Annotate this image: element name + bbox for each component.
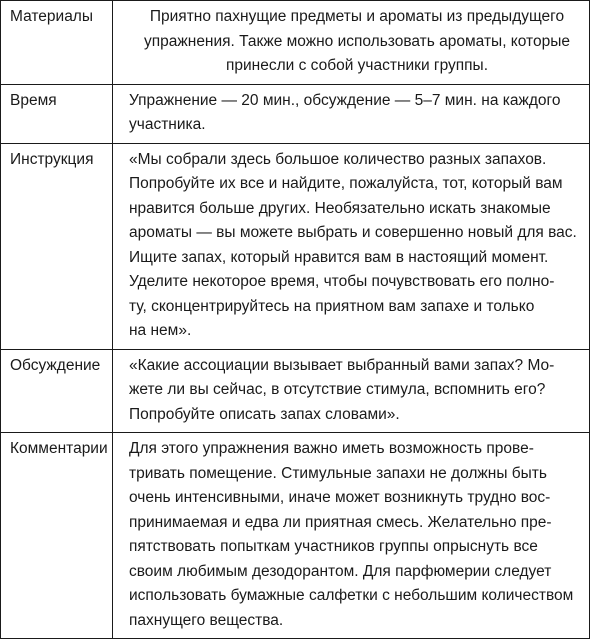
table-row-discussion (1, 349, 590, 433)
text-line: «Мы собрали здесь большое количество разных запахов. (129, 150, 547, 168)
text-line: упражнения. Также можно использовать ароматы, которые (144, 32, 570, 50)
text-line: на нем». (129, 322, 192, 339)
text-line: очень интенсивными, иначе может возникнуть трудно вос- (129, 489, 551, 506)
text-line: «Какие ассоциации вызывает выбранный вами запах? Мо- (129, 356, 555, 374)
text-line: принесли с собой участники группы. (225, 57, 489, 74)
text-line: ту, сконцентрируйтесь на приятном вам запахе и только (129, 297, 535, 315)
table-row-instruction (1, 143, 590, 349)
text-line: принимаемая и едва ли приятная смесь. Желательно пре- (129, 513, 552, 531)
text-line: Уделите некоторое время, чтобы почувствовать его полно- (129, 273, 555, 290)
row-body (113, 1, 590, 85)
row-label: Инструкция (1, 143, 113, 349)
row-label: Материалы (1, 1, 113, 85)
table-row-materials (1, 1, 590, 85)
text-line: Ищите запах, который нравится вам в настоящий момент. (129, 248, 549, 266)
text-line: пахнущего вещества. (129, 611, 284, 629)
text-line: ароматы — вы можете выбрать и совершенно новый для вас. (129, 224, 577, 241)
table-row-time (1, 84, 590, 143)
row-body (113, 433, 590, 639)
row-body (113, 84, 590, 143)
row-body (113, 349, 590, 433)
row-label: Комментарии (1, 433, 113, 639)
row-label: Обсуждение (1, 349, 113, 433)
table-row-comments (1, 433, 590, 639)
text-line: участника. (129, 116, 206, 133)
text-line: своим любимым дезодорантом. Для парфюмерии следует (129, 562, 552, 580)
text-line: Приятно пахнущие предметы и ароматы из предыдущего (149, 8, 565, 25)
text-line: использовать бумажные салфетки с небольшим количеством (129, 587, 574, 604)
text-line: Попробуйте описать запах словами». (129, 405, 400, 423)
text-line: пятствовать попыткам участников группы опрыснуть все (129, 538, 538, 555)
text-line: Упражнение — 20 мин., обсуждение — 5–7 мин. на каждого (129, 91, 561, 109)
text-line: Попробуйте их все и найдите, пожалуйста, тот, который вам (129, 175, 563, 192)
row-label: Время (1, 84, 113, 143)
text-line: Для этого упражнения важно иметь возможность прове- (129, 440, 534, 457)
text-line: жете ли вы сейчас, в отсутствие стимула, вспомнить его? (129, 381, 546, 398)
row-body (113, 143, 590, 349)
text-line: нравится больше других. Необязательно искать знакомые (129, 199, 551, 217)
text-line: тривать помещение. Стимульные запахи не должны быть (129, 464, 547, 482)
